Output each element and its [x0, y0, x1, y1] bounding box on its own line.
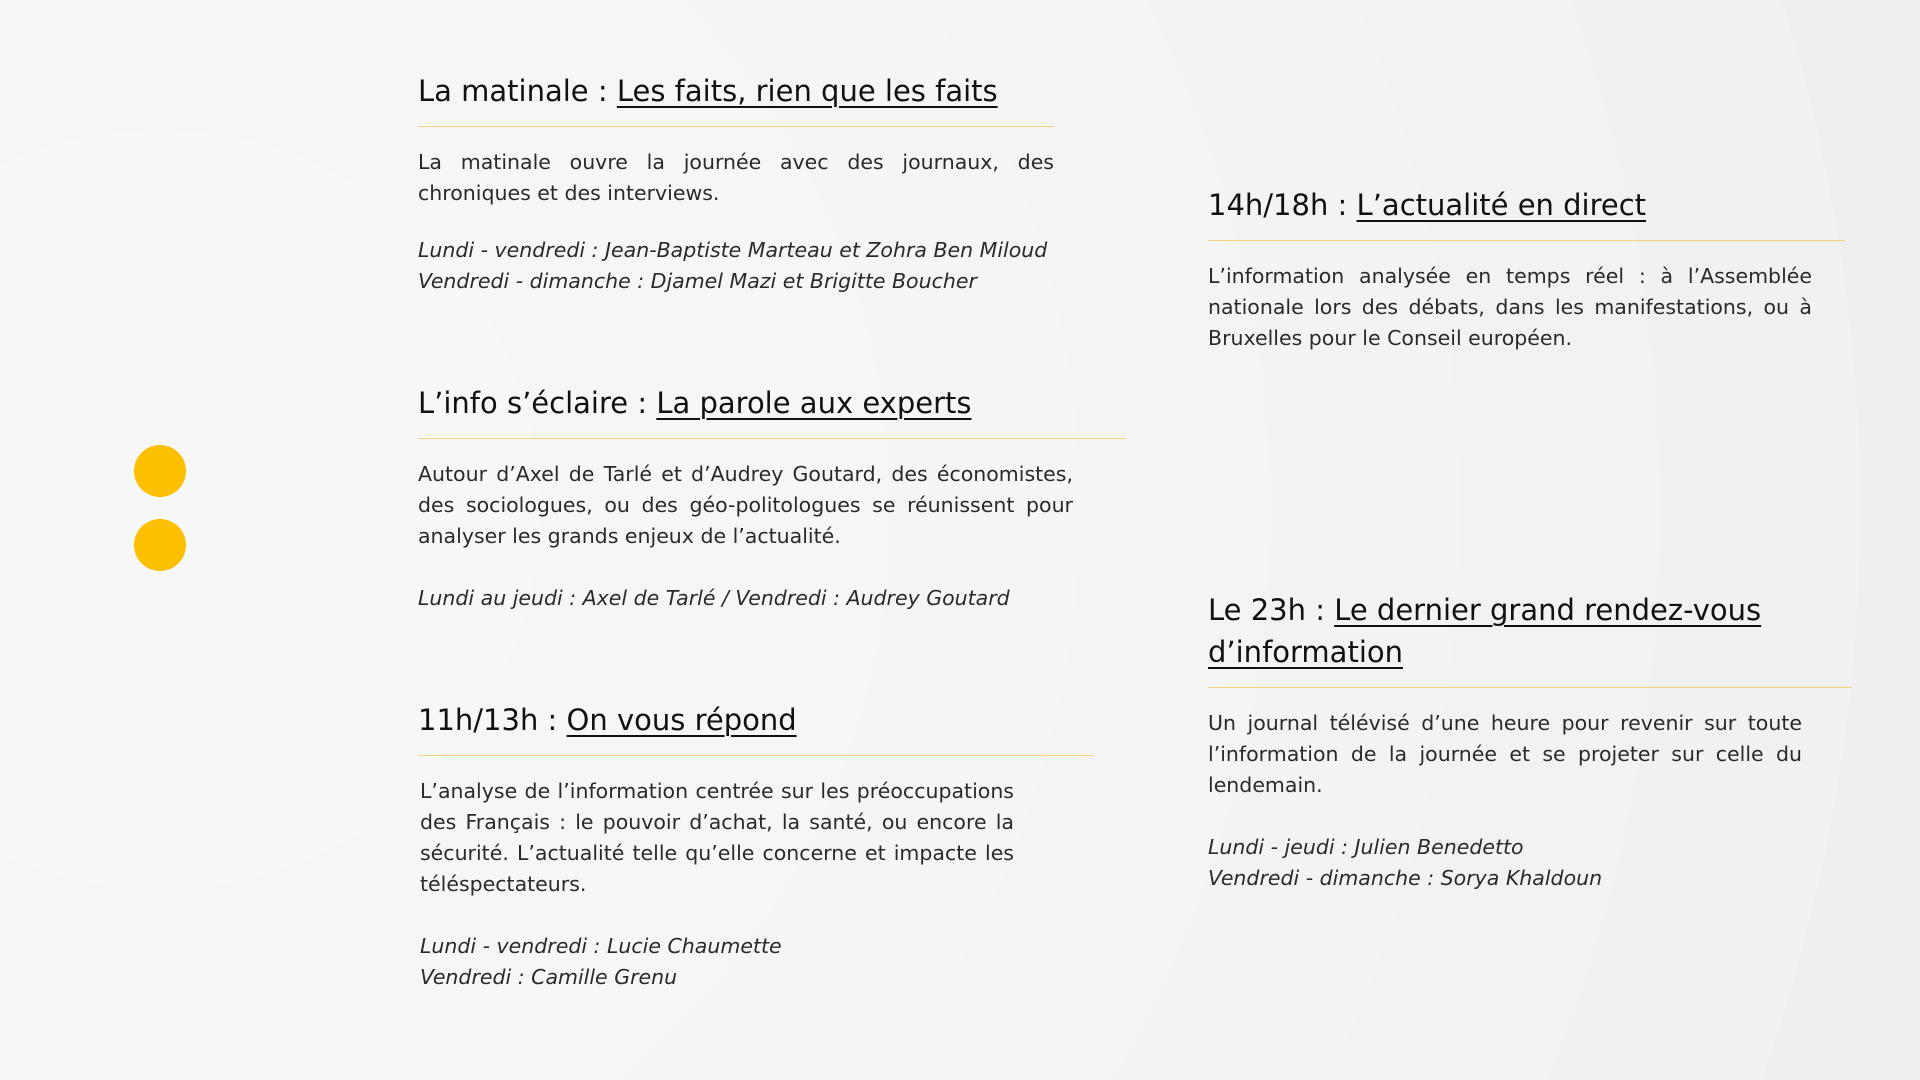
section-title-link[interactable]: Le dernier grand rendez-vous d’information	[1208, 593, 1762, 669]
section-title-prefix: L’info s’éclaire :	[418, 386, 657, 420]
section-la-matinale	[418, 70, 1054, 297]
section-11h-13h	[418, 699, 1094, 993]
section-title-link[interactable]: L’actualité en direct	[1356, 188, 1647, 222]
section-description: Un journal télévisé d’une heure pour revenir sur toute l’information de la journée et se projeter sur celle du lendemain.	[1208, 711, 1802, 797]
yellow-dot-bottom	[134, 519, 186, 571]
section-title-prefix: La matinale :	[418, 74, 617, 108]
section-description: La matinale ouvre la journée avec des journaux, des chroniques et des interviews.	[418, 150, 1054, 205]
section-divider	[418, 126, 1054, 127]
schedule-line: Lundi - vendredi : Lucie Chaumette	[420, 934, 782, 958]
schedule-line: Lundi - vendredi : Jean-Baptiste Marteau et Zohra Ben Miloud	[418, 238, 1048, 262]
section-title	[1208, 184, 1845, 226]
section-title-prefix: 14h/18h :	[1208, 188, 1357, 222]
section-title	[418, 382, 1073, 424]
section-description: L’analyse de l’information centrée sur les préoccupations des Français : le pouvoir d’achat, la santé, ou encore la sécurité. L’actualité telle qu’elle concerne et impacte les téléspectateurs.	[420, 779, 1014, 896]
section-divider	[418, 438, 1126, 439]
section-title-link[interactable]: La parole aux experts	[656, 386, 972, 420]
section-title-link[interactable]: Les faits, rien que les faits	[616, 74, 998, 108]
section-divider	[1208, 240, 1845, 241]
section-title	[418, 699, 1094, 741]
schedule-line: Vendredi - dimanche : Djamel Mazi et Brigitte Boucher	[418, 269, 977, 293]
section-le-23h	[1208, 589, 1852, 894]
section-description: L’information analysée en temps réel : à l’Assemblée nationale lors des débats, dans les manifestations, ou à Bruxelles pour le Conseil européen.	[1208, 264, 1812, 350]
colon-dots	[134, 445, 188, 593]
section-title	[1208, 589, 1768, 673]
section-divider	[418, 755, 1094, 756]
yellow-dot-top	[134, 445, 186, 497]
section-title-link[interactable]: On vous répond	[566, 703, 797, 737]
section-title-prefix: Le 23h :	[1208, 593, 1335, 627]
schedule-line: Lundi - jeudi : Julien Benedetto	[1208, 835, 1524, 859]
section-14h-18h	[1208, 184, 1845, 354]
section-title	[418, 70, 1054, 112]
schedule-line: Vendredi - dimanche : Sorya Khaldoun	[1208, 866, 1603, 890]
schedule-line: Vendredi : Camille Grenu	[420, 965, 678, 989]
section-info-seclaire	[418, 382, 1073, 614]
section-description: Autour d’Axel de Tarlé et d’Audrey Goutard, des économistes, des sociologues, ou des géo-politologues se réunissent pour analyser les grands enjeux de l’actualité.	[418, 462, 1073, 548]
section-title-prefix: 11h/13h :	[418, 703, 567, 737]
section-divider	[1208, 687, 1852, 688]
schedule-line: Lundi au jeudi : Axel de Tarlé / Vendredi : Audrey Goutard	[418, 586, 1010, 610]
